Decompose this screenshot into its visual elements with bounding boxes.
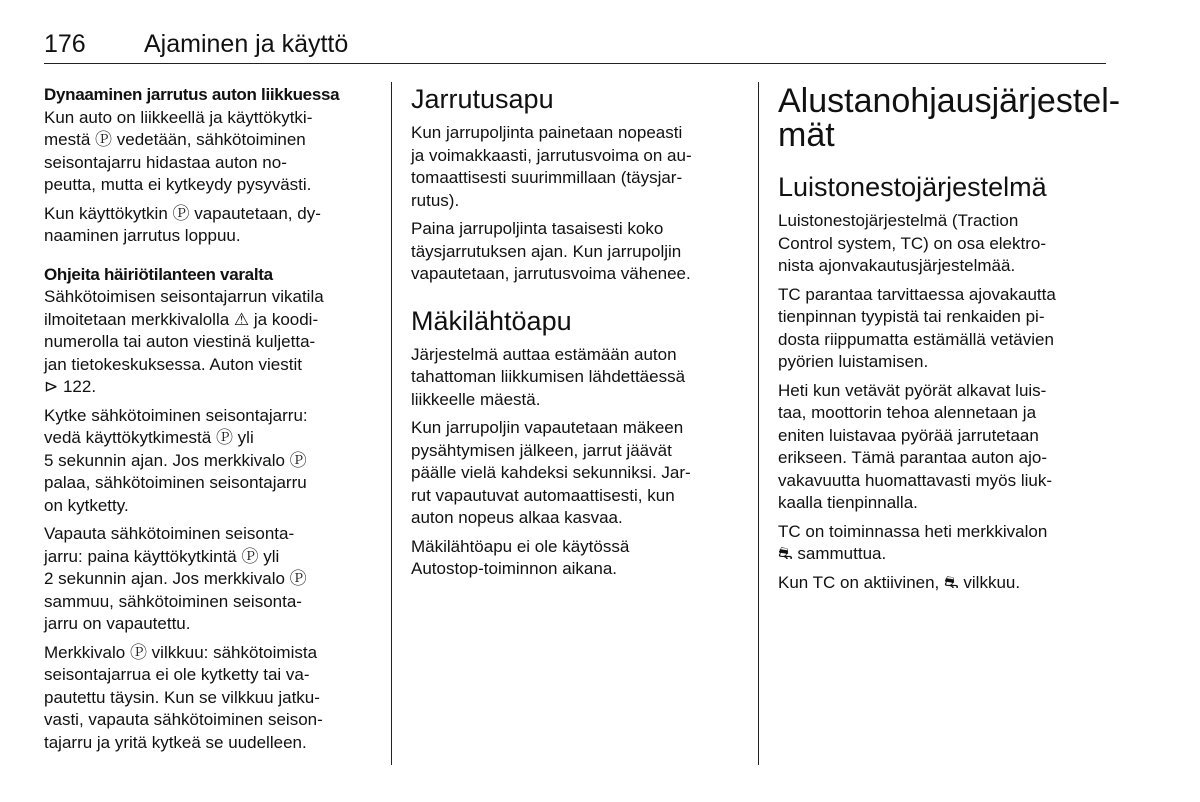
text-line: 5 sekunnin ajan. Jos merkkivalo Ⓟ (44, 450, 307, 470)
text-line: seisontajarru hidastaa auton no- (44, 152, 287, 172)
text-line: peutta, mutta ei kytkeydy pysyvästi. (44, 175, 312, 194)
text-line: rutus). (411, 190, 460, 210)
text-line: Mäkilähtöapu ei ole käytössä (411, 536, 630, 556)
text-line: pautettu täysin. Kun se vilkkuu jatku- (44, 687, 320, 707)
text-line: on kytketty. (44, 495, 129, 515)
paragraph (778, 284, 1108, 374)
text-line: nista ajonvakautusjärjestelmää. (778, 256, 1016, 275)
text-line: jarru: paina käyttökytkintä Ⓟ yli (44, 546, 280, 566)
heading-line: Alustanohjausjärjestel- (778, 82, 1121, 120)
text-line: palaa, sähkötoiminen seisontajarru (44, 473, 307, 492)
heading-fault-instructions: Ohjeita häiriötilanteen varalta (44, 264, 273, 284)
text-line: vapautetaan, jarrutusvoima vähenee. (411, 264, 691, 283)
heading-line: mät (778, 116, 835, 154)
paragraph (778, 380, 1108, 515)
paragraph (411, 122, 741, 212)
paragraph (778, 521, 1108, 566)
heading-traction-control: Luistonestojärjestelmä (778, 172, 1047, 202)
text-line: Kun käyttökytkin Ⓟ vapautetaan, dy- (44, 203, 321, 223)
text-line: tajarru ja yritä kytkeä se uudelleen. (44, 732, 307, 752)
paragraph (44, 203, 374, 248)
text-line: rut vapautuvat automaattisesti, kun (411, 485, 675, 505)
page-header (44, 30, 348, 59)
text-line: sammuu, sähkötoiminen seisonta- (44, 591, 302, 611)
text-line: Kytke sähkötoiminen seisontajarru: (44, 405, 308, 425)
paragraph (44, 523, 374, 636)
text-line: vedä käyttökytkimestä Ⓟ yli (44, 428, 254, 447)
paragraph (44, 405, 374, 518)
text-line: jarru on vapautettu. (44, 614, 191, 633)
text-line: eniten luistavaa pyörää jarrutetaan (778, 425, 1039, 445)
text-line: Vapauta sähkötoiminen seisonta- (44, 524, 295, 543)
text-line: 2 sekunnin ajan. Jos merkkivalo Ⓟ (44, 569, 307, 588)
text-line: pysähtymisen jälkeen, jarrut jäävät (411, 440, 672, 460)
text-line: Kun jarrupoljin vapautetaan mäkeen (411, 418, 684, 437)
text-line: Merkkivalo Ⓟ vilkkuu: sähkötoimista (44, 642, 318, 662)
text-line: TC on toiminnassa heti merkkivalon (778, 521, 1048, 541)
text-line: mestä Ⓟ vedetään, sähkötoiminen (44, 130, 306, 149)
text-line: tomaattisesti suurimmillaan (täysjar- (411, 168, 683, 187)
text-line: Kun auto on liikkeellä ja käyttökytki- (44, 107, 313, 127)
paragraph (411, 536, 741, 581)
text-line: vakavuutta huomattavasti myös liuk- (778, 470, 1053, 490)
heading-brake-assist: Jarrutusapu (411, 84, 554, 114)
text-line: Järjestelmä auttaa estämään auton (411, 344, 677, 364)
text-line: naaminen jarrutus loppuu. (44, 226, 241, 245)
text-line: tahattoman liikkumisen lähdettäessä (411, 367, 686, 386)
paragraph (778, 572, 1108, 595)
heading-dynamic-braking: Dynaaminen jarrutus auton liikkuessa (44, 85, 340, 104)
text-line: Kun jarrupoljinta painetaan nopeasti (411, 123, 683, 142)
text-line: Luistonestojärjestelmä (Traction (778, 211, 1019, 230)
text-line: liikkeelle mäestä. (411, 389, 541, 409)
text-line: Sähkötoimisen seisontajarrun vikatila (44, 287, 324, 306)
text-line: täysjarrutuksen ajan. Kun jarrupoljin (411, 241, 682, 261)
text-line: TC parantaa tarvittaessa ajovakautta (778, 284, 1056, 304)
paragraph (44, 107, 374, 197)
heading-hill-start-assist: Mäkilähtöapu (411, 305, 572, 336)
paragraph (411, 218, 741, 286)
text-line: Kun TC on aktiivinen, ⛐ vilkkuu. (778, 572, 1021, 592)
column-right (778, 82, 1121, 600)
text-line: erikseen. Tämä parantaa auton ajo- (778, 448, 1048, 467)
paragraph (778, 210, 1108, 278)
text-line: Heti kun vetävät pyörät alkavat luis- (778, 380, 1047, 400)
column-divider-1 (391, 82, 392, 765)
text-line: kaalla tienpinnalla. (778, 493, 918, 512)
column-left (44, 84, 374, 760)
paragraph (44, 286, 374, 399)
column-middle (411, 84, 741, 587)
text-line: Autostop-toiminnon aikana. (411, 559, 618, 578)
heading-chassis-systems (778, 82, 1121, 154)
text-line: pyörien luistamisen. (778, 352, 929, 371)
text-line: taa, moottorin tehoa alennetaan ja (778, 403, 1037, 422)
chapter-title: Ajaminen ja käyttö (144, 30, 349, 58)
text-line: dosta riippumatta estämällä vetävien (778, 329, 1054, 349)
text-line: jan tietokeskuksessa. Auton viestit (44, 354, 302, 374)
text-line: vasti, vapauta sähkötoiminen seison- (44, 710, 323, 729)
text-line: ⛐ sammuttua. (778, 544, 887, 563)
column-divider-2 (758, 82, 759, 765)
paragraph (411, 417, 741, 530)
text-line: numerolla tai auton viestinä kuljetta- (44, 332, 316, 351)
page-reference-link[interactable]: ⊳ 122. (44, 377, 97, 396)
paragraph (44, 642, 374, 755)
text-line: ilmoitetaan merkkivalolla ⚠ ja koodi- (44, 309, 319, 329)
text-line: tienpinnan tyypistä tai renkaiden pi- (778, 307, 1045, 326)
text-line: seisontajarrua ei ole kytketty tai va- (44, 665, 310, 684)
text-line: ja voimakkaasti, jarrutusvoima on au- (411, 145, 692, 165)
paragraph (411, 344, 741, 412)
text-line: auton nopeus alkaa kasvaa. (411, 508, 623, 527)
text-line: päälle vielä kahdeksi sekunniksi. Jar- (411, 463, 691, 482)
page-number: 176 (44, 30, 86, 58)
text-line: Paina jarrupoljinta tasaisesti koko (411, 219, 664, 238)
text-line: Control system, TC) on osa elektro- (778, 233, 1046, 253)
header-rule (44, 63, 1106, 64)
